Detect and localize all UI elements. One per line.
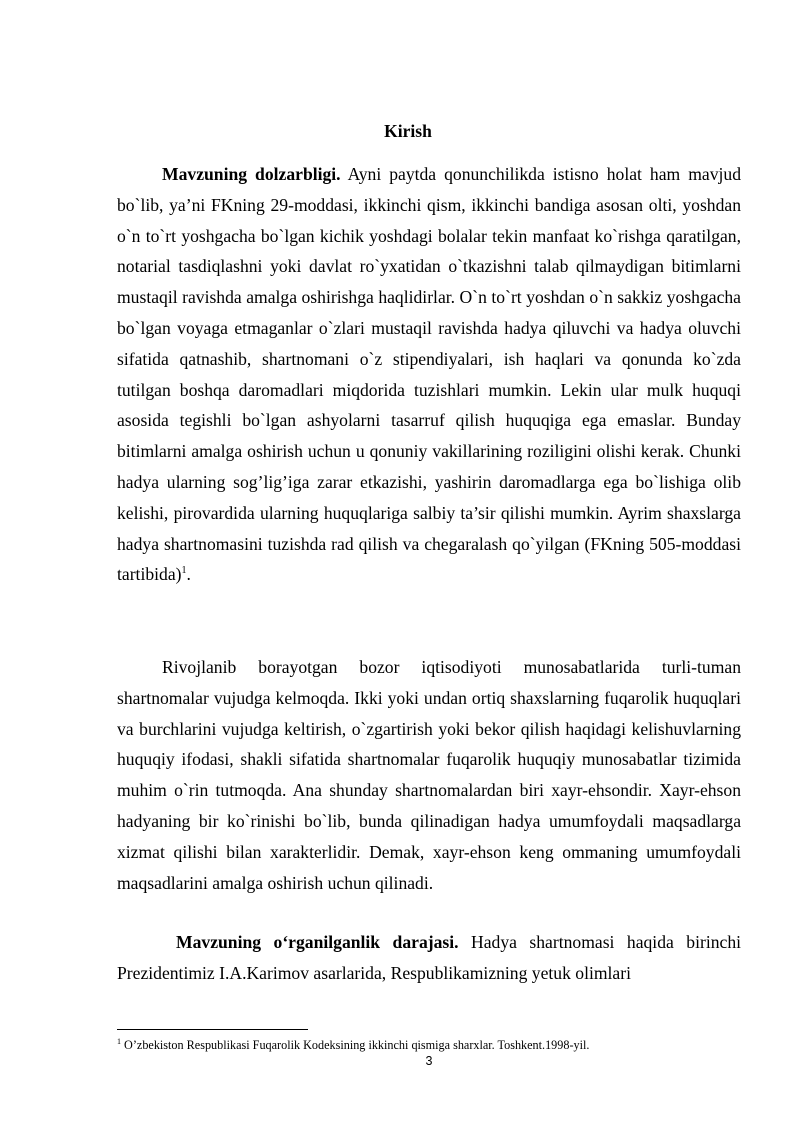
paragraph-heading: Mavzuning dolzarbligi. — [162, 164, 341, 184]
paragraph-relevance — [117, 159, 741, 590]
footnote-text: O’zbekiston Respublikasi Fuqarolik Kodeksining ikkinchi qismiga sharxlar. Toshkent.1998-yil. — [121, 1038, 590, 1052]
section-title: Kirish — [384, 121, 432, 141]
footnote-number: 1 — [117, 1036, 121, 1046]
paragraph-tail: . — [186, 564, 191, 585]
footnote-separator — [117, 1029, 308, 1030]
paragraph-heading: Mavzuning o‘rganilganlik darajasi. — [176, 932, 459, 952]
footnote-reference[interactable]: 1 — [181, 565, 187, 577]
footnote — [117, 1038, 757, 1053]
paragraph-text: Ayni paytda qonunchilikda istisno holat ham mavjud bo`lib, ya’ni FKning 29-moddasi, ikkinchi qism, ikkinchi bandiga asosan olti, yoshdan o`n to`rt yoshgacha bo`lgan kichik yoshdagi bolalar tekin manfaat ko`rishga qaratilgan, notarial tasdiqlashni yoki davlat ro`yxatidan o`tkazishni talab qilmaydigan bitimlarni mustaqil ravishda amalga oshirishga haqlidirlar. O`n to`rt yoshdan o`n sakkiz yoshgacha bo`lgan voyaga etmaganlar o`zlari mustaqil ravishda hadya qiluvchi va hadya oluvchi sifatida qatnashib, shartnomani o`z stipendiyalari, ish haqlari va qonunda ko`zda tutilgan boshqa daromadlari miqdorida tuzishlari mumkin. Lekin ular mulk huquqi asosida tegishli bo`lgan ashyolarni tasarruf qilish huquqiga ega emaslar. Bunday bitimlarni amalga oshirish uchun u qonuniy vakillarining roziligini olishi kerak. Chunki hadya ularning sog’lig’iga zarar etkazishi, yashirin daromadlarga ega bo`lishiga olib kelishi, pirovardida ularning huquqlariga salbiy ta’sir qilishi mumkin. Ayrim shaxslarga hadya shartnomasini tuzishda rad qilish va chegaralash qo`yilgan (FKning 505-moddasi tartibida) — [117, 164, 741, 585]
paragraph-study-level — [117, 927, 741, 989]
paragraph-text: Hadya shartnomasi haqida birinchi Prezidentimiz I.A.Karimov asarlarida, Respublikamizning yetuk olimlari — [117, 932, 742, 983]
paragraph-market-contracts — [117, 652, 741, 898]
paragraph-text: Rivojlanib borayotgan bozor iqtisodiyoti munosabatlarida turli-tuman shartnomalar vujudga kelmoqda. Ikki yoki undan ortiq shaxslarning fuqarolik huquqlari va burchlarini vujudga keltirish, o`zgartirish yoki bekor qilish haqidagi kelishuvlarning huquqiy ifodasi, shakli sifatida shartnomalar fuqarolik huquqiy munosabatlar tizimida muhim o`rin tutmoqda. Ana shunday shartnomalardan biri xayr-ehsondir. Xayr-ehson hadyaning bir ko`rinishi bo`lib, bunda qilinadigan hadya umumfoydali maqsadlarga xizmat qilishi bilan xarakterlidir. Demak, xayr-ehson keng ommaning umumfoydali maqsadlarini amalga oshirish uchun qilinadi. — [117, 657, 741, 893]
page-number: 3 — [425, 1054, 433, 1068]
